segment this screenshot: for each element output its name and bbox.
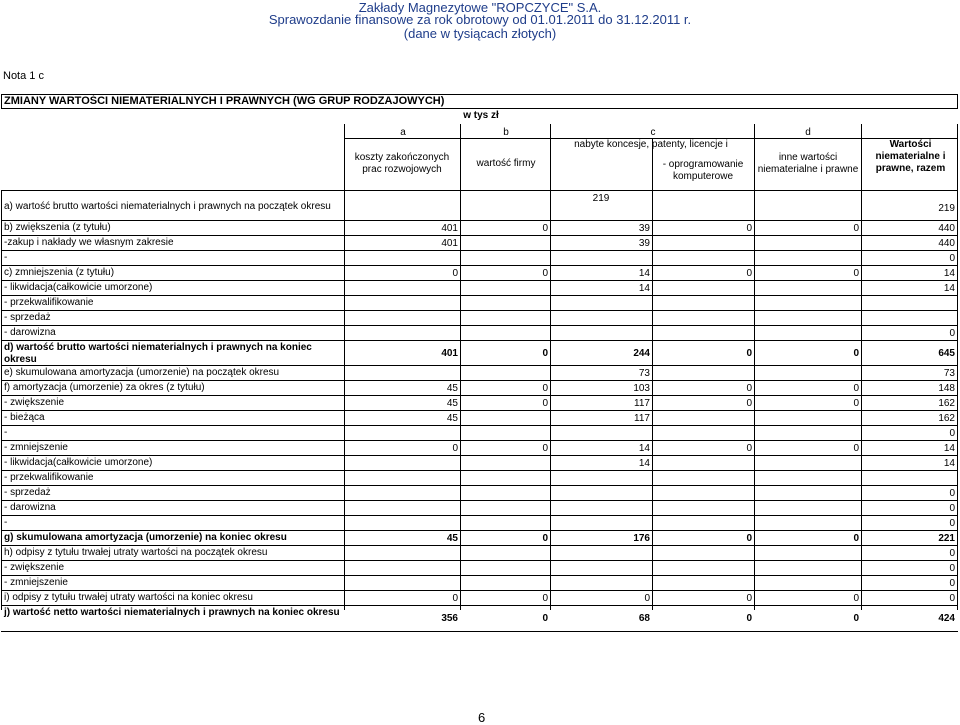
row-label: - darowizna	[4, 327, 56, 338]
cell-a: 401	[441, 223, 458, 234]
cell-total: 148	[938, 383, 955, 394]
row-rule	[1, 575, 958, 576]
rule	[1, 190, 2, 610]
cell-d: 0	[853, 593, 859, 604]
cell-c2: 0	[746, 443, 752, 454]
cell-total: 424	[938, 613, 955, 624]
row-label: - sprzedaż	[4, 487, 51, 498]
row-rule	[1, 500, 958, 501]
cell-a: 0	[452, 443, 458, 454]
row-rule	[1, 380, 958, 381]
cell-c2: 0	[746, 533, 752, 544]
cell-total: 0	[949, 328, 955, 339]
rule	[957, 124, 958, 610]
cell-total: 0	[949, 578, 955, 589]
row-rule	[1, 235, 958, 236]
row-rule	[1, 440, 958, 441]
row-label: f) amortyzacja (umorzenie) za okres (z tytułu)	[4, 382, 205, 393]
cell-c: 39	[638, 223, 650, 234]
row-label: - przekwalifikowanie	[4, 297, 94, 308]
row-label: - sprzedaż	[4, 312, 51, 323]
cell-b: 0	[542, 613, 548, 624]
cell-total: 14	[943, 283, 955, 294]
row-rule	[1, 250, 958, 251]
cell-c2: 0	[746, 348, 752, 359]
row-label: - zmniejszenie	[4, 577, 68, 588]
cell-d: 0	[853, 533, 859, 544]
cell-total: 0	[949, 428, 955, 439]
page-number: 6	[478, 710, 486, 725]
rule	[460, 124, 461, 610]
cell-b: 0	[542, 398, 548, 409]
col-header-total: Wartości niematerialne i prawne, razem	[875, 139, 946, 174]
row-label: d) wartość brutto wartości niematerialnych i prawnych na koniec okresu	[4, 342, 312, 365]
cell-a: 45	[446, 533, 458, 544]
cell-total: 162	[938, 413, 955, 424]
cell-total: 14	[943, 458, 955, 469]
rule	[1, 190, 958, 191]
cell-c2: 0	[746, 383, 752, 394]
row-rule	[1, 265, 958, 266]
row-label: - zwiększenie	[4, 397, 65, 408]
cell-b: 0	[542, 348, 548, 359]
row-rule	[1, 560, 958, 561]
cell-c: 117	[634, 398, 650, 409]
row-rule	[1, 545, 958, 546]
cell-total: 73	[943, 368, 955, 379]
cell-c: 68	[638, 613, 650, 624]
cell-c2: 0	[746, 593, 752, 604]
row-rule	[1, 340, 958, 341]
cell-d: 0	[853, 223, 859, 234]
row-rule	[1, 220, 958, 221]
cell-total: 14	[943, 268, 955, 279]
cell-b: 0	[542, 593, 548, 604]
row-rule	[1, 425, 958, 426]
col-header-a: koszty zakończonych prac rozwojowych	[354, 152, 450, 175]
row-rule	[1, 590, 958, 591]
cell-c2: 0	[746, 398, 752, 409]
cell-total: 219	[938, 203, 955, 214]
row-rule	[1, 485, 958, 486]
col-header-c-sub: - oprogramowanie komputerowe	[662, 159, 744, 182]
cell-b: 0	[542, 383, 548, 394]
cell-c2: 0	[746, 223, 752, 234]
cell-a: 45	[446, 383, 458, 394]
notes-table	[1, 110, 958, 624]
cell-c2: 0	[746, 268, 752, 279]
row-rule	[1, 395, 958, 396]
rule	[861, 124, 862, 610]
cell-a: 0	[452, 268, 458, 279]
cell-c: 73	[638, 368, 650, 379]
col-header-d: inne wartości niematerialne i prawne	[757, 152, 859, 175]
cell-b: 0	[542, 533, 548, 544]
col-letter-a: a	[400, 127, 406, 138]
cell-d: 0	[853, 443, 859, 454]
cell-b: 0	[542, 443, 548, 454]
col-letter-b: b	[503, 127, 509, 138]
row-label: b) zwiększenia (z tytułu)	[4, 222, 111, 233]
row-label: - darowizna	[4, 502, 56, 513]
cell-a: 401	[441, 348, 458, 359]
cell-total: 0	[949, 548, 955, 559]
rule	[652, 138, 653, 610]
cell-total: 0	[949, 253, 955, 264]
row-rule	[1, 631, 958, 632]
row-label: -	[4, 252, 8, 263]
cell-b: 0	[542, 268, 548, 279]
cell-c: 39	[638, 238, 650, 249]
cell-total: 0	[949, 518, 955, 529]
report-title: Sprawozdanie finansowe za rok obrotowy od 01.01.2011 do 31.12.2011 r.	[268, 12, 692, 27]
row-label: - zmniejszenie	[4, 442, 68, 453]
cell-c: 0	[644, 593, 650, 604]
company-name: Zakłady Magnezytowe "ROPCZYCE" S.A.	[358, 0, 602, 15]
cell-total: 162	[938, 398, 955, 409]
cell-total: 0	[949, 503, 955, 514]
cell-a: 356	[441, 613, 458, 624]
cell-a: 401	[441, 238, 458, 249]
row-label: -	[4, 427, 8, 438]
row-rule	[1, 310, 958, 311]
row-label: h) odpisy z tytułu trwałej utraty wartości na początek okresu	[4, 547, 268, 558]
col-letter-d: d	[805, 127, 811, 138]
row-rule	[1, 295, 958, 296]
row-label: c) zmniejszenia (z tytułu)	[4, 267, 115, 278]
cell-total: 645	[938, 348, 955, 359]
col-header-c-top: nabyte koncesje, patenty, licencje i	[574, 139, 728, 150]
row-rule	[1, 470, 958, 471]
row-label: - bieżąca	[4, 412, 45, 423]
row-rule	[1, 325, 958, 326]
cell-c: 14	[638, 458, 650, 469]
cell-b: 0	[542, 223, 548, 234]
row-label: - zwiększenie	[4, 562, 65, 573]
cell-total: 221	[938, 533, 955, 544]
cell-total: 440	[938, 238, 955, 249]
row-label: e) skumulowana amortyzacja (umorzenie) na początek okresu	[4, 367, 280, 378]
cell-total: 0	[949, 593, 955, 604]
cell-c: 244	[633, 348, 650, 359]
col-letter-c: c	[650, 127, 656, 138]
row-rule	[1, 530, 958, 531]
row-label: - likwidacja(całkowicie umorzone)	[4, 457, 153, 468]
cell-total: 0	[949, 488, 955, 499]
row-rule	[1, 515, 958, 516]
cell-c2: 0	[746, 613, 752, 624]
cell-c: 14	[638, 283, 650, 294]
cell-c: 14	[638, 443, 650, 454]
cell-d: 0	[853, 348, 859, 359]
row-label: g) skumulowana amortyzacja (umorzenie) na koniec okresu	[4, 532, 287, 543]
row-label: -zakup i nakłady we własnym zakresie	[4, 237, 174, 248]
cell-d: 0	[853, 383, 859, 394]
cell-total: 14	[943, 443, 955, 454]
cell-c: 14	[638, 268, 650, 279]
cell-d: 0	[853, 613, 859, 624]
cell-total: 0	[949, 563, 955, 574]
cell-c: 176	[633, 533, 650, 544]
cell-d: 0	[853, 268, 859, 279]
cell-a: 45	[446, 398, 458, 409]
row-label: -	[4, 517, 8, 528]
rule	[550, 124, 551, 610]
cell-c: 117	[634, 413, 650, 424]
col-header-b: wartość firmy	[476, 158, 536, 169]
cell-d: 0	[853, 398, 859, 409]
row-label: i) odpisy z tytułu trwałej utraty wartości na koniec okresu	[4, 592, 253, 603]
row-label: j) wartość netto wartości niematerialnych i prawnych na koniec okresu	[4, 607, 340, 618]
cell-total: 440	[938, 223, 955, 234]
table-title: ZMIANY WARTOŚCI NIEMATERIALNYCH I PRAWNYCH (WG GRUP RODZAJOWYCH)	[1, 94, 958, 109]
row-rule	[1, 455, 958, 456]
cell-a: 0	[452, 593, 458, 604]
row-rule	[1, 605, 958, 606]
row-rule	[1, 410, 958, 411]
rule	[344, 124, 345, 610]
cell-c: 103	[633, 383, 650, 394]
rule	[754, 124, 755, 610]
cell-c: 219	[592, 193, 610, 204]
row-label: - przekwalifikowanie	[4, 472, 94, 483]
unit-label: w tys zł	[463, 110, 499, 121]
units-note: (dane w tysiącach złotych)	[403, 26, 557, 41]
row-label: a) wartość brutto wartości niematerialnych i prawnych na początek okresu	[4, 201, 331, 212]
row-rule	[1, 280, 958, 281]
cell-a: 45	[446, 413, 458, 424]
note-label: Nota 1 c	[3, 70, 44, 82]
row-label: - likwidacja(całkowicie umorzone)	[4, 282, 153, 293]
